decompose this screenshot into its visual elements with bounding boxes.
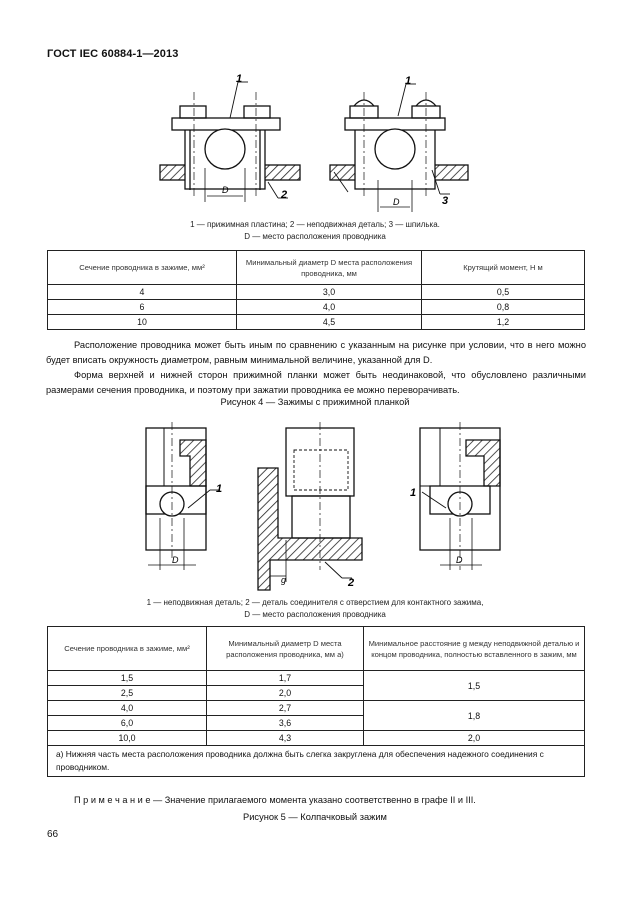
figure4-caption: Рисунок 4 — Зажимы с прижимной планкой	[220, 397, 410, 407]
figure4-table	[47, 250, 585, 330]
fig4-th-torque: Крутящий момент, Н м	[422, 251, 585, 285]
fig4-th-section: Сечение проводника в зажиме, мм²	[48, 251, 237, 285]
table-row	[48, 285, 585, 300]
table-cell: 4,3	[207, 731, 364, 746]
page-header-title: ГОСТ IEC 60884-1—2013	[47, 48, 179, 60]
table-cell: 1,8	[364, 701, 585, 731]
fig4-label-d-left: D	[222, 185, 229, 195]
fig5-th-diameter: Минимальный диаметр D места расположения проводника, мм а)	[207, 627, 364, 671]
table-cell: 1,5	[364, 671, 585, 701]
page-number: 66	[47, 829, 59, 840]
table-cell: 4	[48, 285, 237, 300]
table-cell: 6	[48, 300, 237, 315]
table-cell: 4,5	[237, 315, 422, 330]
figure4-legend-line2: D — место расположения проводника	[244, 232, 386, 241]
fig4-label-1a: 1	[236, 73, 243, 85]
table-cell: 1,2	[422, 315, 585, 330]
table-cell: 0,8	[422, 300, 585, 315]
table-cell: 4,0	[48, 701, 207, 716]
table-cell: 2,5	[48, 686, 207, 701]
table-row	[48, 701, 585, 716]
table-cell: 2,7	[207, 701, 364, 716]
table-row	[48, 300, 585, 315]
figure4-right-clamp	[330, 84, 468, 212]
figure5-legend-line2: D — место расположения проводника	[244, 610, 386, 619]
table-row	[48, 731, 585, 746]
table-cell: 10	[48, 315, 237, 330]
fig5-th-distance: Минимальное расстояние g между неподвижной деталью и концом проводника, полностью вставленного в зажим, мм	[364, 627, 585, 671]
table-cell: 4,0	[237, 300, 422, 315]
figure5-legend-line1: 1 — неподвижная деталь; 2 — деталь соединителя с отверстием для контактного зажима,	[146, 598, 484, 607]
table-cell: 1,7	[207, 671, 364, 686]
figure5-note: П р и м е ч а н и е — Значение прилагаемого момента указано соответственно в графе II и III.	[74, 795, 476, 805]
fig4-label-d-right: D	[393, 197, 400, 207]
fig5-label-d-left: D	[172, 555, 179, 565]
table-row	[48, 671, 585, 686]
figure5-drawing	[120, 420, 520, 595]
table-cell: 2,0	[364, 731, 585, 746]
fig5-th-section: Сечение проводника в зажиме, мм²	[48, 627, 207, 671]
figure5-caption: Рисунок 5 — Колпачковый зажим	[243, 812, 387, 822]
fig5-label-d-right: D	[456, 555, 463, 565]
table-cell: 0,5	[422, 285, 585, 300]
table-cell: 3,6	[207, 716, 364, 731]
fig5-label-g: g	[281, 575, 287, 585]
figure5-left-cap	[146, 422, 223, 570]
figure4-left-clamp	[160, 82, 300, 202]
fig5-label-2: 2	[348, 577, 355, 589]
figure4-legend-line1: 1 — прижимная пластина; 2 — неподвижная деталь; 3 — шпилька.	[190, 220, 440, 229]
table-cell: 3,0	[237, 285, 422, 300]
table-cell: 6,0	[48, 716, 207, 731]
fig4-label-3: 3	[442, 195, 449, 207]
fig4-label-1b: 1	[405, 75, 412, 87]
fig5-label-1a: 1	[216, 483, 223, 495]
figure5-middle-cap	[258, 422, 362, 590]
figure4-paragraph-2: Форма верхней и нижней сторон прижимной планки может быть неодинаковой, что обусловлено различными размерами сечения проводника, и поэтому при зажатии проводника ее можно переворачивать.	[46, 370, 586, 395]
figure5-table	[47, 626, 585, 777]
fig4-label-2: 2	[281, 189, 288, 201]
figure5-right-cap	[420, 422, 500, 570]
figure4-paragraph-1: Расположение проводника может быть иным по сравнению с указанным на рисунке при условии, что в него можно будет вписать окружность диаметром, равным минимальной величине, указанной для D.	[46, 340, 586, 365]
table-row	[48, 315, 585, 330]
table-cell: 2,0	[207, 686, 364, 701]
figure4-drawing	[150, 72, 480, 217]
fig4-th-diameter: Минимальный диаметр D места расположения проводника, мм	[237, 251, 422, 285]
table-cell: 10,0	[48, 731, 207, 746]
fig5-label-1b: 1	[410, 487, 417, 499]
table-cell: 1,5	[48, 671, 207, 686]
fig5-table-footnote: а) Нижняя часть места расположения проводника должна быть слегка закруглена для обеспечения надежного соединения с проводником.	[48, 746, 585, 777]
